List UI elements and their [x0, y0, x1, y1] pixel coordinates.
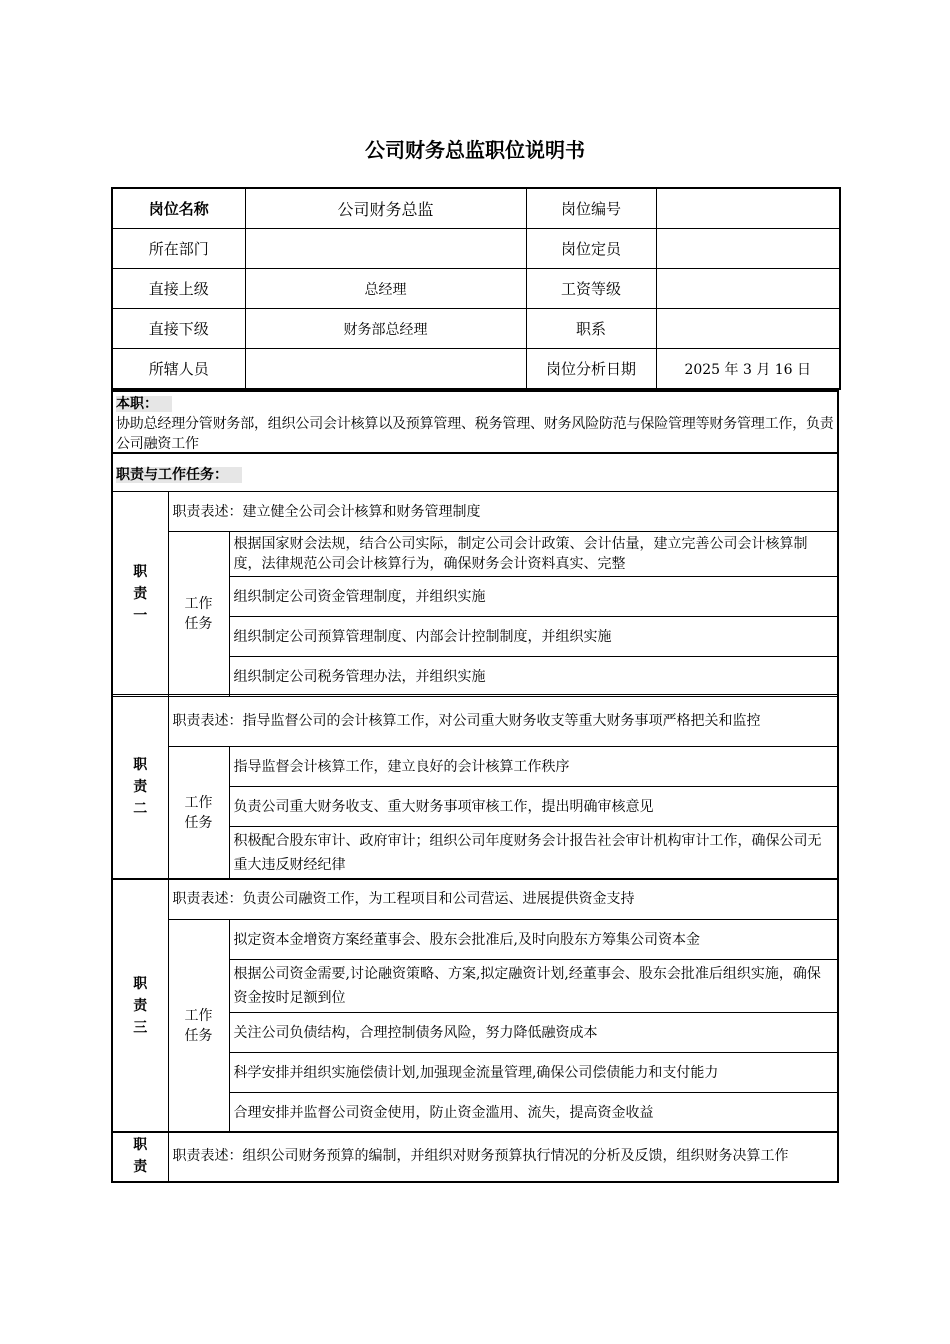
subordinate-value: 财务部总经理: [245, 309, 526, 349]
table-row: [112, 695, 838, 747]
analysis-date-label: 岗位分析日期: [526, 349, 656, 390]
document-title: 公司财务总监职位说明书: [365, 138, 585, 162]
duties-heading: 职责与工作任务：: [116, 467, 242, 483]
duty-3-task-3: 关注公司负债结构，合理控制债务风险，努力降低融资成本: [229, 1013, 838, 1053]
duty-1-task-3: 组织制定公司预算管理制度、内部会计控制制度，并组织实施: [229, 617, 838, 657]
duty-3-task-4: 科学安排并组织实施偿债计划,加强现金流量管理,确保公司偿债能力和支付能力: [229, 1053, 838, 1093]
duty-3-task-1: 拟定资本金增资方案经董事会、股东会批准后,及时向股东方筹集公司资本金: [229, 920, 838, 960]
summary-text: 协助总经理分管财务部，组织公司会计核算以及预算管理、税务管理、财务风险防范与保险管理等财务管理工作，负责公司融资工作: [116, 416, 834, 452]
duty-1-task-1: 根据国家财会法规，结合公司实际，制定公司会计政策、会计估量，建立完善公司会计核算制度，法律规范公司会计核算行为，确保财务会计资料真实、完整: [229, 532, 838, 577]
duty-1-table: [111, 491, 839, 697]
duty-2-label: 职 责 二: [112, 695, 168, 880]
table-row: [112, 1132, 838, 1182]
subordinate-label: 直接下级: [112, 309, 245, 349]
duty-3-task-label: 工作 任务: [168, 920, 229, 1133]
table-row: [112, 879, 838, 920]
analysis-date-value: 2025 年 3 月 16 日: [656, 349, 840, 390]
duty-3-label: 职 责 三: [112, 879, 168, 1133]
table-row: [112, 920, 838, 960]
dept-label: 所在部门: [112, 229, 245, 269]
duty-2-task-label: 工作 任务: [168, 747, 229, 880]
staff-value: [245, 349, 526, 390]
duty-2-task-1: 指导监督会计核算工作，建立良好的会计核算工作秩序: [229, 747, 838, 787]
table-row: [112, 188, 840, 229]
duty-3-table: [111, 878, 839, 1133]
duty-1-statement: 职责表述：建立健全公司会计核算和财务管理制度: [168, 492, 838, 532]
position-no-label: 岗位编号: [526, 188, 656, 229]
position-no-value: [656, 188, 840, 229]
duty-1-task-2: 组织制定公司资金管理制度，并组织实施: [229, 577, 838, 617]
salary-value: [656, 269, 840, 309]
quota-value: [656, 229, 840, 269]
table-row: [112, 747, 838, 787]
position-name-label: 岗位名称: [112, 188, 245, 229]
duty-1-label: 职 责 一: [112, 492, 168, 697]
summary-heading: 本职：: [116, 396, 172, 412]
table-row: [112, 309, 840, 349]
summary-section: [111, 390, 839, 452]
duty-2-statement: 职责表述：指导监督公司的会计核算工作，对公司重大财务收支等重大财务事项严格把关和监控: [168, 695, 838, 747]
table-row: [112, 532, 838, 577]
dept-value: [245, 229, 526, 269]
duty-1-task-label: 工作 任务: [168, 532, 229, 697]
salary-label: 工资等级: [526, 269, 656, 309]
duty-1-task-4: 组织制定公司税务管理办法，并组织实施: [229, 657, 838, 697]
position-info-table: [111, 187, 841, 390]
quota-label: 岗位定员: [526, 229, 656, 269]
duty-4-statement: 职责表述：组织公司财务预算的编制，并组织对财务预算执行情况的分析及反馈，组织财务决算工作: [168, 1132, 838, 1182]
duty-3-task-2: 根据公司资金需要,讨论融资策略、方案,拟定融资计划,经董事会、股东会批准后组织实施，确保资金按时足额到位: [229, 960, 838, 1013]
superior-label: 直接上级: [112, 269, 245, 309]
table-row: [112, 349, 840, 390]
position-name-value: 公司财务总监: [245, 188, 526, 229]
duty-3-statement: 职责表述：负责公司融资工作，为工程项目和公司营运、进展提供资金支持: [168, 879, 838, 920]
duty-2-table: [111, 694, 839, 880]
duty-2-task-3: 积极配合股东审计、政府审计；组织公司年度财务会计报告社会审计机构审计工作，确保公司无重大违反财经纪律: [229, 827, 838, 880]
table-row: [112, 492, 838, 532]
duty-3-task-5: 合理安排并监督公司资金使用，防止资金滥用、流失，提高资金收益: [229, 1093, 838, 1133]
duties-heading-section: [111, 452, 839, 491]
superior-value: 总经理: [245, 269, 526, 309]
duty-4-label: 职 责: [112, 1132, 168, 1182]
series-value: [656, 309, 840, 349]
table-row: [112, 229, 840, 269]
duty-4-table: [111, 1131, 839, 1183]
staff-label: 所辖人员: [112, 349, 245, 390]
table-row: [112, 269, 840, 309]
series-label: 职系: [526, 309, 656, 349]
duty-2-task-2: 负责公司重大财务收支、重大财务事项审核工作，提出明确审核意见: [229, 787, 838, 827]
